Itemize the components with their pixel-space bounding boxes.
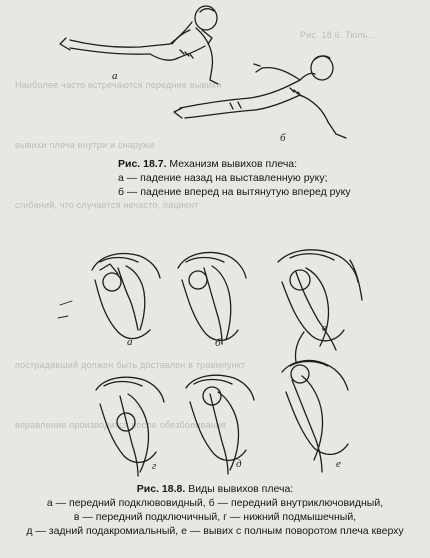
shoulder-label-b: б bbox=[215, 337, 221, 349]
shoulder-label-e: д bbox=[236, 458, 242, 470]
show-through-text: Наиболее часто встречаются передние вывихи bbox=[15, 80, 222, 90]
shoulder-label-a: а bbox=[127, 336, 133, 348]
shoulder-e bbox=[186, 375, 254, 474]
figure-label-a: а bbox=[112, 70, 118, 82]
caption-title: Рис. 18.7. bbox=[118, 158, 167, 170]
shoulder-f bbox=[282, 332, 348, 472]
falling-forward-figure bbox=[174, 56, 346, 138]
caption-text: Виды вывихов плеча: bbox=[188, 483, 294, 495]
shoulder-label-d: г bbox=[152, 460, 157, 472]
falling-backward-figure bbox=[60, 6, 218, 84]
caption-text: Механизм вывихов плеча: bbox=[169, 158, 298, 170]
caption-line-3: д — задний подакромиальный, е — вывих с полным поворотом плеча кверху bbox=[26, 525, 404, 537]
shoulder-label-f: е bbox=[336, 458, 341, 470]
show-through-text: пострадавший должен быть доставлен в травмпункт bbox=[15, 360, 246, 370]
shoulder-b bbox=[178, 253, 246, 344]
figure-18-7-caption bbox=[118, 157, 418, 199]
caption-line-b: б — падение вперед на вытянутую вперед руку bbox=[118, 186, 351, 198]
show-through-text: вправление производится после обезболивания bbox=[15, 420, 227, 430]
figure-18-8-caption bbox=[0, 482, 430, 538]
show-through-text: Рис. 18.6. Тюль... bbox=[300, 30, 376, 40]
shoulder-label-c: в bbox=[322, 322, 327, 334]
caption-line-a: а — падение назад на выставленную руку; bbox=[118, 172, 328, 184]
caption-line-2: в — передний подключичный, г — нижний подмышечный, bbox=[73, 511, 357, 523]
show-through-text: сгибаний, что случается нечасто, пациент bbox=[15, 200, 199, 210]
show-through-text: вывихи плеча внутри и снаружи bbox=[15, 140, 155, 150]
caption-line-1: а — передний подклювовидный, б — передний внутриключовидный, bbox=[46, 497, 384, 509]
caption-title: Рис. 18.8. bbox=[136, 483, 186, 495]
shoulder-c bbox=[278, 250, 362, 350]
shoulder-a bbox=[92, 254, 160, 339]
figure-label-b: б bbox=[280, 132, 286, 144]
